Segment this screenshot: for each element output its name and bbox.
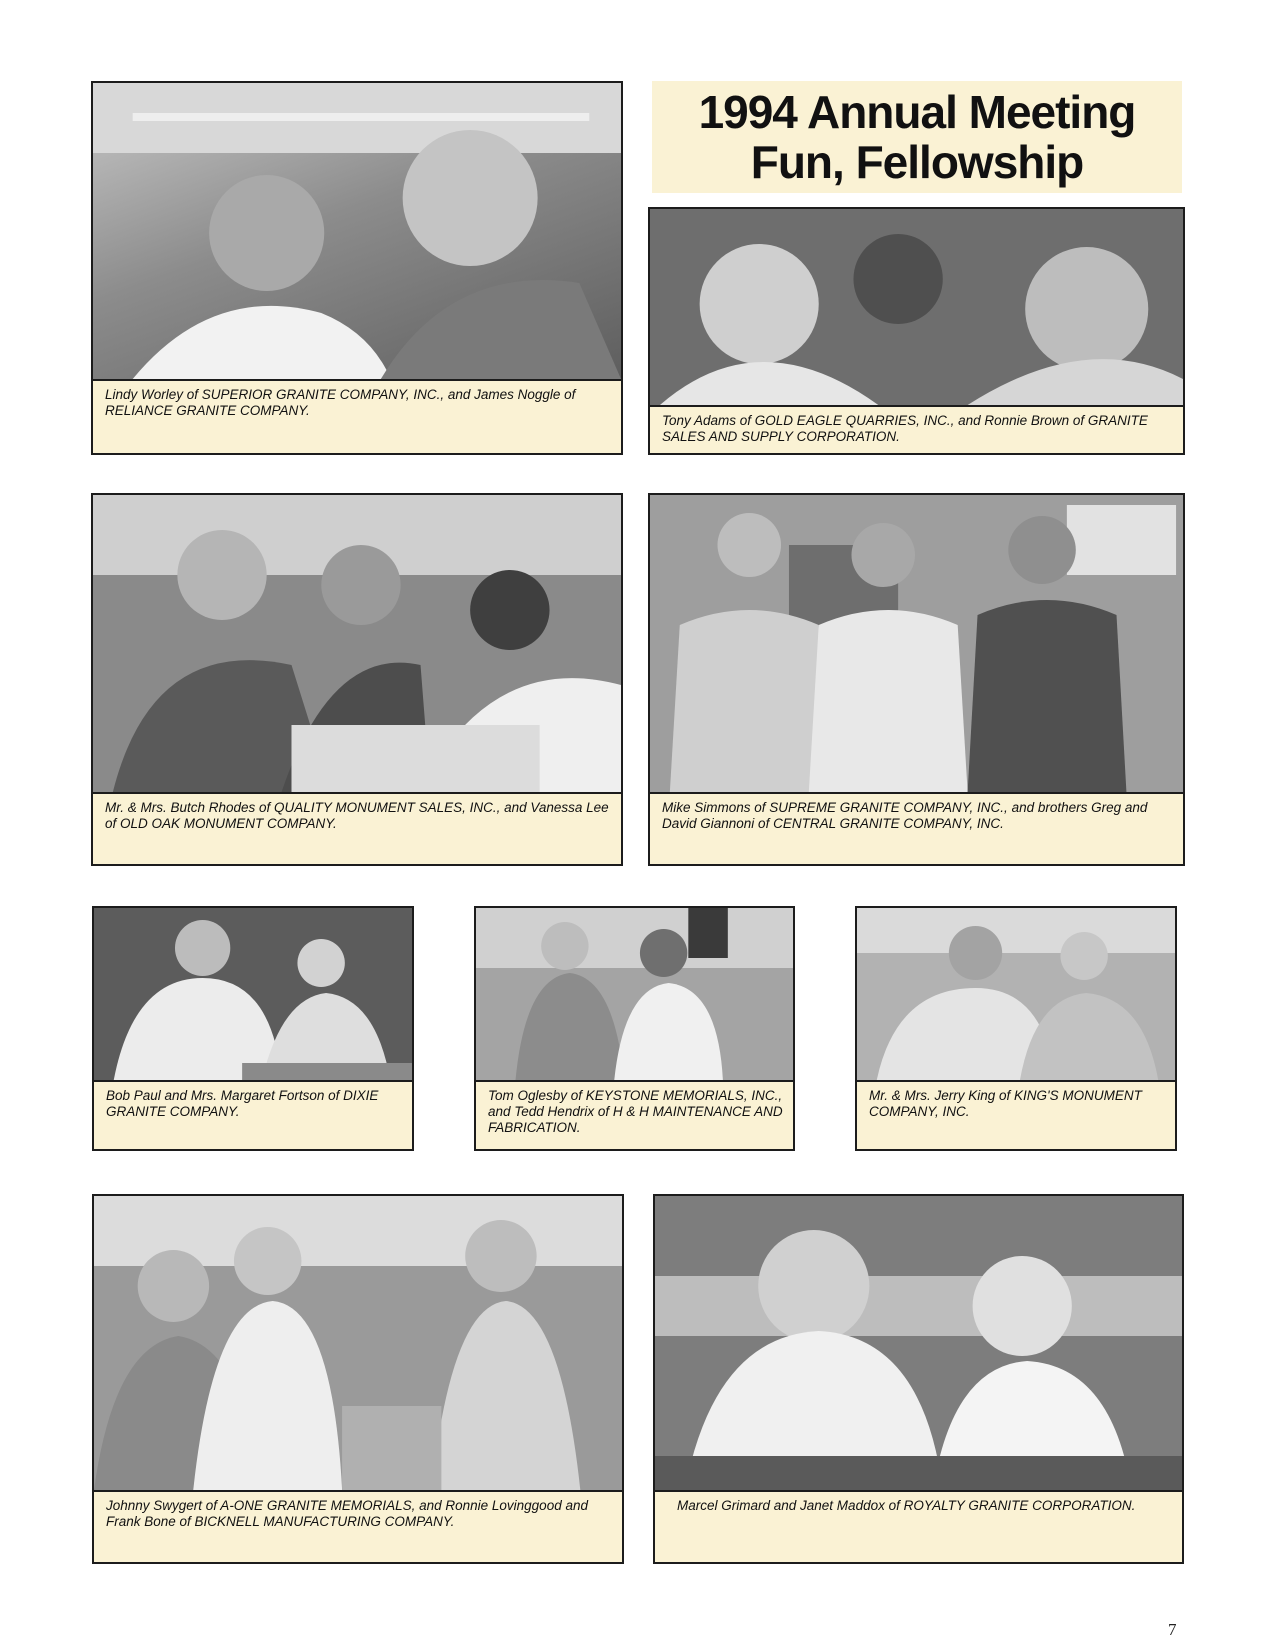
photo-8 [94, 1196, 622, 1492]
photo-4-caption: Mike Simmons of SUPREME GRANITE COMPANY, INC., and brothers Greg and David Giannoni of CENTRAL GRANITE COMPANY, INC. [662, 800, 1148, 831]
photo-card-3 [91, 493, 623, 866]
photo-3-caption: Mr. & Mrs. Butch Rhodes of QUALITY MONUMENT SALES, INC., and Vanessa Lee of OLD OAK MONUMENT COMPANY. [105, 800, 609, 831]
photo-card-2 [648, 207, 1185, 455]
photo-7-image [857, 908, 1175, 1080]
photo-5 [94, 908, 412, 1082]
photo-card-8 [92, 1194, 624, 1564]
photo-card-5 [92, 906, 414, 1151]
photo-card-9 [653, 1194, 1184, 1564]
photo-7 [857, 908, 1175, 1082]
photo-2 [650, 209, 1183, 407]
photo-1-caption: Lindy Worley of SUPERIOR GRANITE COMPANY, INC., and James Noggle of RELIANCE GRANITE COMPANY. [105, 387, 576, 418]
photo-6-image [476, 908, 793, 1080]
photo-card-6 [474, 906, 795, 1151]
photo-1 [93, 83, 621, 381]
photo-4 [650, 495, 1183, 794]
photo-card-1 [91, 81, 623, 455]
title-line-1: 1994 Annual Meeting [698, 86, 1136, 138]
photo-9-caption: Marcel Grimard and Janet Maddox of ROYALTY GRANITE CORPORATION. [677, 1498, 1136, 1513]
photo-6 [476, 908, 793, 1082]
title-line-2: Fun, Fellowship [750, 136, 1084, 188]
photo-5-caption: Bob Paul and Mrs. Margaret Fortson of DIXIE GRANITE COMPANY. [106, 1088, 379, 1119]
page-title [652, 81, 1182, 193]
photo-5-image [94, 908, 412, 1080]
photo-9 [655, 1196, 1182, 1492]
page-number: 7 [1168, 1620, 1177, 1639]
photo-4-image [650, 495, 1183, 792]
photo-9-image [655, 1196, 1182, 1490]
photo-1-image [93, 83, 621, 379]
photo-6-caption: Tom Oglesby of KEYSTONE MEMORIALS, INC., and Tedd Hendrix of H & H MAINTENANCE AND FABRICATION. [488, 1088, 783, 1135]
photo-2-caption: Tony Adams of GOLD EAGLE QUARRIES, INC., and Ronnie Brown of GRANITE SALES AND SUPPLY CORPORATION. [662, 413, 1148, 444]
photo-3-image [93, 495, 621, 792]
photo-8-image [94, 1196, 622, 1490]
photo-8-caption: Johnny Swygert of A-ONE GRANITE MEMORIALS, and Ronnie Lovinggood and Frank Bone of BICKNELL MANUFACTURING COMPANY. [106, 1498, 588, 1529]
photo-card-4 [648, 493, 1185, 866]
photo-3 [93, 495, 621, 794]
photo-2-image [650, 209, 1183, 405]
photo-7-caption: Mr. & Mrs. Jerry King of KING'S MONUMENT COMPANY, INC. [869, 1088, 1142, 1119]
photo-card-7 [855, 906, 1177, 1151]
